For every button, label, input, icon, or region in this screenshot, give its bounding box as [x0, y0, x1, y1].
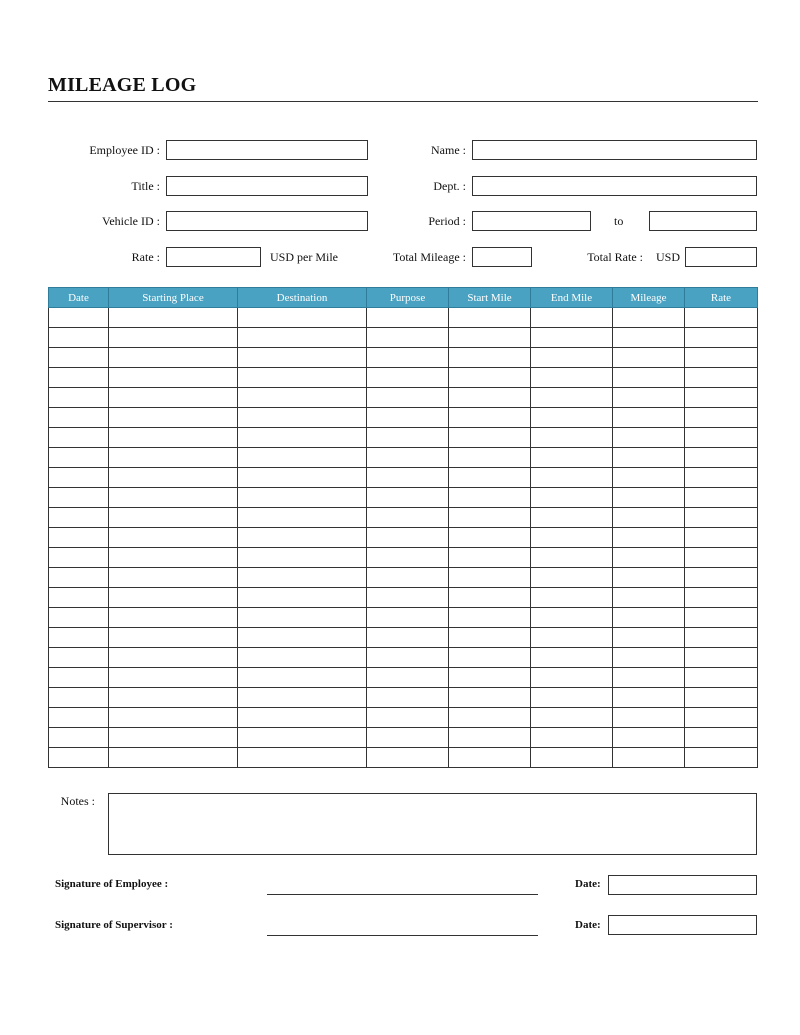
table-row — [49, 688, 758, 708]
table-cell[interactable] — [685, 388, 758, 408]
column-header-end-mile: End Mile — [531, 288, 613, 308]
vehicle-id-field[interactable] — [166, 211, 368, 231]
table-cell[interactable] — [109, 348, 238, 368]
table-row — [49, 528, 758, 548]
table-cell[interactable] — [531, 728, 613, 748]
table-cell[interactable] — [449, 628, 531, 648]
mileage-log-table — [48, 287, 758, 768]
table-cell[interactable] — [613, 488, 685, 508]
table-row — [49, 668, 758, 688]
table-row — [49, 588, 758, 608]
table-cell[interactable] — [109, 508, 238, 528]
table-cell[interactable] — [238, 548, 367, 568]
table-cell[interactable] — [109, 608, 238, 628]
table-cell[interactable] — [49, 688, 109, 708]
table-cell[interactable] — [49, 308, 109, 328]
column-header-starting-place: Starting Place — [109, 288, 238, 308]
table-cell[interactable] — [367, 468, 449, 488]
table-cell[interactable] — [49, 488, 109, 508]
table-cell[interactable] — [613, 648, 685, 668]
table-cell[interactable] — [238, 528, 367, 548]
table-cell[interactable] — [449, 528, 531, 548]
table-cell[interactable] — [367, 508, 449, 528]
table-cell[interactable] — [49, 748, 109, 768]
table-cell[interactable] — [49, 448, 109, 468]
table-cell[interactable] — [613, 628, 685, 648]
table-cell[interactable] — [367, 368, 449, 388]
table-cell[interactable] — [49, 628, 109, 648]
table-cell[interactable] — [613, 708, 685, 728]
table-cell[interactable] — [238, 308, 367, 328]
rate-field[interactable] — [166, 247, 261, 267]
table-cell[interactable] — [449, 348, 531, 368]
table-cell[interactable] — [238, 508, 367, 528]
employee-signature-line[interactable] — [267, 894, 538, 895]
table-cell[interactable] — [449, 548, 531, 568]
table-cell[interactable] — [367, 388, 449, 408]
dept-label: Dept. : — [433, 179, 466, 193]
table-cell[interactable] — [613, 508, 685, 528]
table-cell[interactable] — [531, 508, 613, 528]
table-cell[interactable] — [367, 668, 449, 688]
table-cell[interactable] — [367, 648, 449, 668]
table-cell[interactable] — [367, 688, 449, 708]
table-cell[interactable] — [531, 488, 613, 508]
table-cell[interactable] — [367, 308, 449, 328]
table-cell[interactable] — [685, 668, 758, 688]
table-cell[interactable] — [613, 588, 685, 608]
table-cell[interactable] — [238, 328, 367, 348]
table-cell[interactable] — [238, 568, 367, 588]
table-cell[interactable] — [49, 568, 109, 588]
table-cell[interactable] — [613, 448, 685, 468]
table-cell[interactable] — [109, 688, 238, 708]
table-cell[interactable] — [685, 588, 758, 608]
table-cell[interactable] — [367, 568, 449, 588]
table-cell[interactable] — [49, 708, 109, 728]
supervisor-signature-label: Signature of Supervisor : — [55, 919, 173, 931]
table-row — [49, 428, 758, 448]
table-cell[interactable] — [531, 308, 613, 328]
table-cell[interactable] — [531, 528, 613, 548]
table-cell[interactable] — [238, 588, 367, 608]
employee-signature-label: Signature of Employee : — [55, 878, 169, 890]
table-cell[interactable] — [367, 528, 449, 548]
total-rate-field[interactable] — [685, 247, 757, 267]
table-cell[interactable] — [531, 588, 613, 608]
table-cell[interactable] — [685, 568, 758, 588]
table-cell[interactable] — [367, 328, 449, 348]
table-cell[interactable] — [685, 508, 758, 528]
table-cell[interactable] — [367, 488, 449, 508]
table-cell[interactable] — [531, 428, 613, 448]
table-cell[interactable] — [613, 748, 685, 768]
table-row — [49, 368, 758, 388]
table-cell[interactable] — [449, 748, 531, 768]
usd-per-mile-label: USD per Mile — [270, 250, 338, 264]
table-cell[interactable] — [109, 428, 238, 448]
table-cell[interactable] — [367, 628, 449, 648]
table-cell[interactable] — [613, 408, 685, 428]
column-header-mileage: Mileage — [613, 288, 685, 308]
table-row — [49, 728, 758, 748]
table-cell[interactable] — [367, 608, 449, 628]
table-cell[interactable] — [531, 688, 613, 708]
table-cell[interactable] — [367, 548, 449, 568]
table-row — [49, 648, 758, 668]
total-mileage-field[interactable] — [472, 247, 532, 267]
table-cell[interactable] — [49, 588, 109, 608]
table-cell[interactable] — [531, 448, 613, 468]
table-cell[interactable] — [449, 708, 531, 728]
table-cell[interactable] — [367, 408, 449, 428]
vehicle-id-label: Vehicle ID : — [102, 214, 160, 228]
table-cell[interactable] — [685, 468, 758, 488]
table-cell[interactable] — [531, 568, 613, 588]
table-cell[interactable] — [367, 728, 449, 748]
table-cell[interactable] — [613, 368, 685, 388]
table-cell[interactable] — [109, 628, 238, 648]
table-cell[interactable] — [685, 688, 758, 708]
name-field[interactable] — [472, 140, 757, 160]
table-cell[interactable] — [109, 708, 238, 728]
table-cell[interactable] — [238, 688, 367, 708]
table-cell[interactable] — [238, 708, 367, 728]
table-cell[interactable] — [238, 628, 367, 648]
table-cell[interactable] — [49, 468, 109, 488]
table-cell[interactable] — [685, 308, 758, 328]
title-underline — [48, 101, 758, 102]
column-header-date: Date — [49, 288, 109, 308]
table-row — [49, 348, 758, 368]
table-cell[interactable] — [109, 328, 238, 348]
title-label: Title : — [131, 179, 160, 193]
employee-date-label: Date: — [575, 878, 601, 890]
table-cell[interactable] — [238, 408, 367, 428]
table-cell[interactable] — [109, 568, 238, 588]
table-cell[interactable] — [449, 688, 531, 708]
table-cell[interactable] — [367, 588, 449, 608]
table-cell[interactable] — [238, 748, 367, 768]
table-cell[interactable] — [685, 728, 758, 748]
table-cell[interactable] — [49, 668, 109, 688]
table-cell[interactable] — [449, 328, 531, 348]
table-cell[interactable] — [109, 488, 238, 508]
table-cell[interactable] — [49, 408, 109, 428]
table-row — [49, 568, 758, 588]
table-cell[interactable] — [238, 468, 367, 488]
table-row — [49, 448, 758, 468]
table-cell[interactable] — [449, 608, 531, 628]
table-row — [49, 548, 758, 568]
table-cell[interactable] — [531, 548, 613, 568]
table-cell[interactable] — [613, 548, 685, 568]
table-cell[interactable] — [449, 468, 531, 488]
table-cell[interactable] — [49, 428, 109, 448]
table-cell[interactable] — [531, 408, 613, 428]
page-title: MILEAGE LOG — [48, 74, 197, 96]
table-cell[interactable] — [685, 628, 758, 648]
table-cell[interactable] — [49, 528, 109, 548]
notes-label: Notes : — [60, 794, 95, 808]
table-cell[interactable] — [531, 648, 613, 668]
table-row — [49, 468, 758, 488]
table-cell[interactable] — [685, 528, 758, 548]
name-label: Name : — [431, 143, 466, 157]
table-cell[interactable] — [531, 628, 613, 648]
table-cell[interactable] — [613, 388, 685, 408]
table-cell[interactable] — [613, 728, 685, 748]
table-cell[interactable] — [238, 488, 367, 508]
column-header-start-mile: Start Mile — [449, 288, 531, 308]
table-cell[interactable] — [613, 308, 685, 328]
supervisor-date-field[interactable] — [608, 915, 757, 935]
supervisor-signature-line[interactable] — [267, 935, 538, 936]
table-cell[interactable] — [449, 388, 531, 408]
table-cell[interactable] — [49, 548, 109, 568]
table-cell[interactable] — [613, 428, 685, 448]
column-header-purpose: Purpose — [367, 288, 449, 308]
table-cell[interactable] — [367, 428, 449, 448]
table-cell[interactable] — [449, 588, 531, 608]
dept-field[interactable] — [472, 176, 757, 196]
table-cell[interactable] — [49, 608, 109, 628]
total-mileage-label: Total Mileage : — [392, 250, 466, 264]
table-cell[interactable] — [531, 748, 613, 768]
table-cell[interactable] — [531, 388, 613, 408]
table-row — [49, 748, 758, 768]
table-cell[interactable] — [531, 468, 613, 488]
table-row — [49, 488, 758, 508]
table-cell[interactable] — [109, 668, 238, 688]
table-cell[interactable] — [109, 748, 238, 768]
table-cell[interactable] — [613, 608, 685, 628]
employee-id-label: Employee ID : — [89, 143, 160, 157]
table-cell[interactable] — [109, 388, 238, 408]
table-row — [49, 708, 758, 728]
table-cell[interactable] — [49, 328, 109, 348]
column-header-destination: Destination — [238, 288, 367, 308]
table-cell[interactable] — [531, 328, 613, 348]
period-to-label: to — [614, 214, 624, 228]
table-cell[interactable] — [531, 608, 613, 628]
table-cell[interactable] — [238, 648, 367, 668]
rate-label: Rate : — [131, 250, 160, 264]
table-cell[interactable] — [238, 428, 367, 448]
table-cell[interactable] — [449, 448, 531, 468]
table-cell[interactable] — [238, 608, 367, 628]
table-cell[interactable] — [109, 368, 238, 388]
table-cell[interactable] — [49, 368, 109, 388]
table-cell[interactable] — [685, 428, 758, 448]
employee-id-field[interactable] — [166, 140, 368, 160]
table-cell[interactable] — [613, 528, 685, 548]
table-cell[interactable] — [685, 348, 758, 368]
table-cell[interactable] — [685, 548, 758, 568]
table-cell[interactable] — [613, 468, 685, 488]
employee-date-field[interactable] — [608, 875, 757, 895]
total-rate-label: Total Rate : — [587, 250, 643, 264]
table-cell[interactable] — [238, 368, 367, 388]
table-cell[interactable] — [613, 568, 685, 588]
table-row — [49, 508, 758, 528]
table-row — [49, 308, 758, 328]
table-row — [49, 388, 758, 408]
table-row — [49, 628, 758, 648]
table-cell[interactable] — [109, 588, 238, 608]
table-cell[interactable] — [449, 728, 531, 748]
table-cell[interactable] — [49, 348, 109, 368]
table-cell[interactable] — [238, 668, 367, 688]
table-cell[interactable] — [238, 348, 367, 368]
table-cell[interactable] — [613, 668, 685, 688]
table-cell[interactable] — [613, 348, 685, 368]
table-cell[interactable] — [109, 408, 238, 428]
table-cell[interactable] — [685, 448, 758, 468]
table-cell[interactable] — [367, 348, 449, 368]
table-cell[interactable] — [367, 708, 449, 728]
table-cell[interactable] — [109, 648, 238, 668]
table-cell[interactable] — [685, 708, 758, 728]
table-cell[interactable] — [449, 648, 531, 668]
notes-field[interactable] — [108, 793, 757, 855]
table-cell[interactable] — [449, 508, 531, 528]
table-cell[interactable] — [685, 648, 758, 668]
table-cell[interactable] — [238, 728, 367, 748]
table-cell[interactable] — [531, 708, 613, 728]
table-cell[interactable] — [685, 328, 758, 348]
table-cell[interactable] — [613, 328, 685, 348]
table-cell[interactable] — [531, 348, 613, 368]
usd-label: USD — [656, 250, 681, 264]
table-cell[interactable] — [685, 408, 758, 428]
table-row — [49, 328, 758, 348]
table-cell[interactable] — [109, 728, 238, 748]
table-cell[interactable] — [238, 448, 367, 468]
table-row — [49, 408, 758, 428]
table-row — [49, 608, 758, 628]
title-field[interactable] — [166, 176, 368, 196]
period-label: Period : — [428, 214, 466, 228]
table-cell[interactable] — [49, 648, 109, 668]
table-cell[interactable] — [109, 308, 238, 328]
table-cell[interactable] — [531, 368, 613, 388]
table-cell[interactable] — [109, 548, 238, 568]
period-end-field[interactable] — [649, 211, 757, 231]
table-cell[interactable] — [449, 408, 531, 428]
table-cell[interactable] — [449, 568, 531, 588]
table-cell[interactable] — [449, 368, 531, 388]
table-cell[interactable] — [109, 528, 238, 548]
supervisor-date-label: Date: — [575, 919, 601, 931]
table-cell[interactable] — [685, 368, 758, 388]
table-cell[interactable] — [367, 448, 449, 468]
table-cell[interactable] — [109, 468, 238, 488]
table-cell[interactable] — [449, 428, 531, 448]
table-cell[interactable] — [49, 388, 109, 408]
table-cell[interactable] — [685, 748, 758, 768]
table-cell[interactable] — [238, 388, 367, 408]
table-cell[interactable] — [613, 688, 685, 708]
table-header-row — [49, 288, 758, 308]
table-cell[interactable] — [367, 748, 449, 768]
table-cell[interactable] — [109, 448, 238, 468]
table-cell[interactable] — [49, 728, 109, 748]
period-start-field[interactable] — [472, 211, 591, 231]
table-cell[interactable] — [449, 308, 531, 328]
table-cell[interactable] — [531, 668, 613, 688]
table-cell[interactable] — [685, 488, 758, 508]
table-cell[interactable] — [449, 488, 531, 508]
table-cell[interactable] — [449, 668, 531, 688]
table-cell[interactable] — [685, 608, 758, 628]
table-cell[interactable] — [49, 508, 109, 528]
column-header-rate: Rate — [685, 288, 758, 308]
